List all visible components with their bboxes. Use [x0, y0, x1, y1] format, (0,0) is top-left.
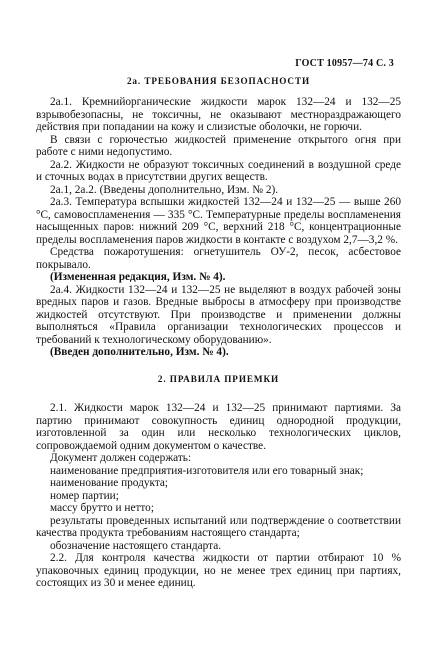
paragraph-fire-extinguishing: Средства пожаротушения: огнетушитель ОУ-2, песок, асбестовое покрывало. [36, 246, 401, 271]
list-item-mass: массу брутто и нетто; [50, 502, 154, 514]
section-title-acceptance: 2. ПРАВИЛА ПРИЕМКИ [157, 374, 280, 384]
paragraph-fire-note: В связи с горючестью жидкостей применение открытого огня при работе с ними недопустимо. [36, 133, 401, 158]
paragraph-2a-2: 2а.2. Жидкости не образуют токсичных соединений в воздушной среде и сточных водах в присутствии других веществ. [36, 158, 401, 183]
page-header-code: ГОСТ 10957—74 С. 3 [295, 58, 394, 69]
paragraph-2-1: 2.1. Жидкости марок 132—24 и 132—25 принимают партиями. За партию принимают совокупность единиц однородной продукции, изготовленной за один или несколько технологических циклов, сопровождаемой одним документом о качестве. [36, 402, 401, 452]
list-item-batch-number: номер партии; [50, 489, 119, 502]
list-item-manufacturer: наименование предприятия-изготовителя или его товарный знак; [50, 464, 364, 477]
paragraph-2a-3: 2а.3. Температура вспышки жидкостей 132—24 и 132—25 — выше 260 °С, самовоспламенения — 335 °С. Температурные пределы воспламенения насыщенных паров: нижний 209 °С, верхний 218 °С, концентрационные пределы воспламенения паров жидкости в контакте с воздухом 2,7—3,2 %. [36, 196, 401, 246]
section-body-safety [36, 96, 401, 359]
paragraph-2-2: 2.2. Для контроля качества жидкости от партии отбирают 10 % упаковочных единиц продукции, но не менее трех единиц при партиях, состоящих из 30 и менее единиц. [36, 552, 401, 589]
list-item-test-results: результаты проведенных испытаний или подтверждение о соответствии качества продукта требованиям настоящего стандарта; [36, 514, 401, 539]
paragraph-amendment-2: 2а.1, 2а.2. (Введены дополнительно, Изм. № 2). [50, 183, 279, 196]
paragraph-document-contents: Документ должен содержать: [50, 452, 192, 464]
paragraph-2a-4: 2а.4. Жидкости 132—24 и 132—25 не выделяют в воздух рабочей зоны вредных паров и газов. Вредные выбросы в атмосферу при производстве жидкостей отсутствуют. При производстве и применении должны выполняться «Правила организации технологических процессов и требований к технологическому оборудованию». [36, 283, 401, 346]
section-title-safety: 2а. ТРЕБОВАНИЯ БЕЗОПАСНОСТИ [126, 76, 311, 86]
paragraph-amendment-4-added: (Введен дополнительно, Изм. № 4). [50, 346, 229, 358]
paragraph-amendment-4-revised: (Измененная редакция, Изм. № 4). [50, 271, 226, 283]
paragraph-2a-1: 2а.1. Кремнийорганические жидкости марок 132—24 и 132—25 взрывобезопасны, не токсичны, не оказывают местнораздражающего действия при попадании на кожу и слизистые оболочки, не горючи. [36, 96, 401, 133]
list-item-product-name: наименование продукта; [50, 477, 169, 489]
list-item-standard-designation: обозначение настоящего стандарта. [50, 539, 222, 552]
section-body-acceptance [36, 402, 401, 590]
